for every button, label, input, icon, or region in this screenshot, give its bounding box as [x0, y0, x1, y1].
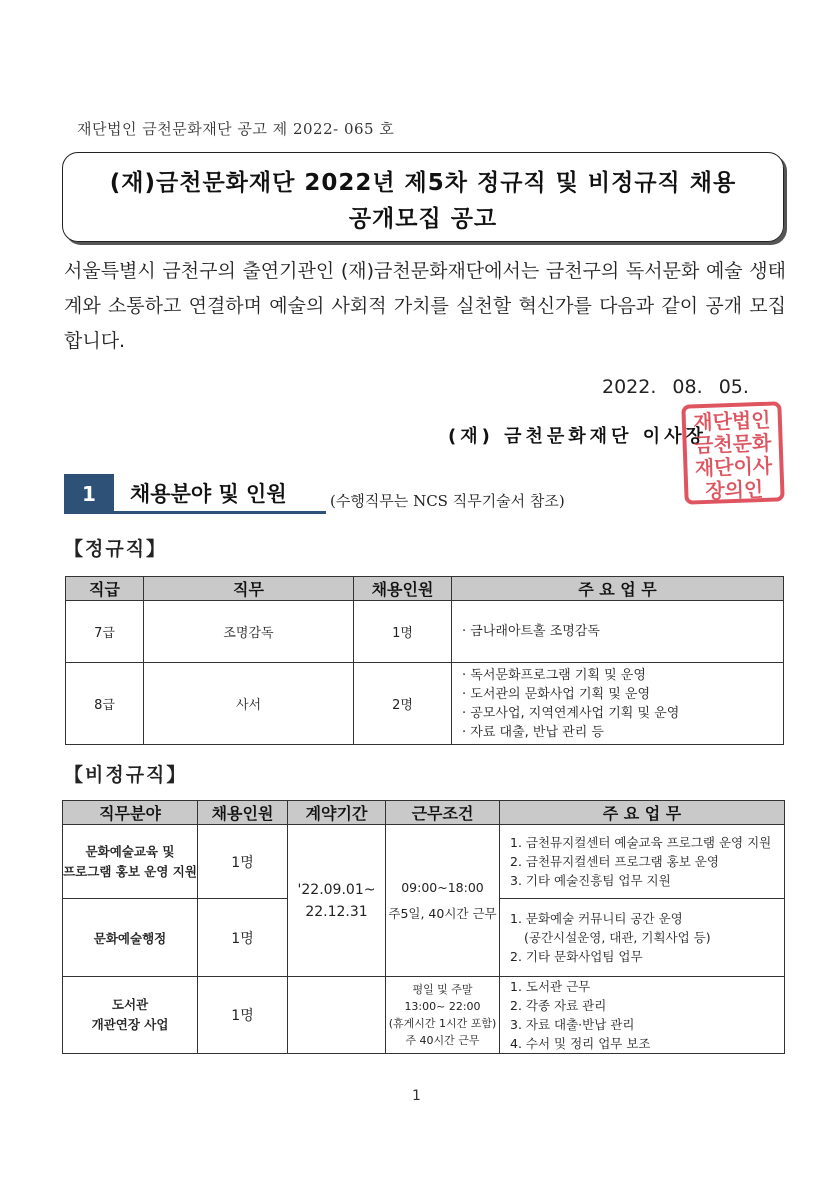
- table-row: [66, 601, 784, 663]
- duty-item: 3. 자료 대출·반납 관리: [510, 1017, 635, 1032]
- field-line: 프로그램 홍보 운영 지원: [63, 863, 197, 879]
- duty-cell: [500, 899, 785, 977]
- period-line: 22.12.31: [305, 903, 368, 920]
- header-cell: 직급: [66, 577, 144, 601]
- table-header-row: [63, 801, 785, 825]
- table-header-row: [66, 577, 784, 601]
- intro-paragraph: 서울특별시 금천구의 출연기관인 (재)금천문화재단에서는 금천구의 독서문화 예술 생태계와 소통하고 연결하며 예술의 사회적 가치를 실천할 혁신가를 다음과 같이 공개 모집 합니다.: [64, 260, 786, 352]
- grade-cell: 8급: [66, 663, 144, 745]
- header-cell: 주 요 업 무: [452, 577, 784, 601]
- condition-line: 주 40시간 근무: [405, 1034, 480, 1047]
- header-cell: 주 요 업 무: [500, 801, 785, 825]
- duty-item: · 금나래아트홀 조명감독: [462, 624, 600, 639]
- condition-line: 09:00~18:00: [401, 879, 484, 895]
- duty-item: · 공모사업, 지역연계사업 기획 및 운영: [462, 705, 680, 721]
- header-cell: 채용인원: [354, 577, 452, 601]
- notice-number: 재단법인 금천문화재단 공고 제 2022- 065 호: [77, 120, 395, 138]
- regular-heading: 【정규직】: [64, 538, 168, 560]
- job-cell: 조명감독: [144, 601, 354, 663]
- notice-date: 2022. 08. 05.: [602, 376, 749, 398]
- count-cell: 2명: [354, 663, 452, 745]
- title-line-2: 공개모집 공고: [348, 206, 498, 232]
- duty-item: · 도서관의 문화사업 기획 및 운영: [462, 686, 651, 702]
- section-underline: [64, 511, 326, 514]
- duty-item: · 자료 대출, 반납 관리 등: [462, 724, 604, 740]
- condition-cell: [386, 825, 500, 977]
- count-cell: 1명: [198, 825, 288, 899]
- duty-item: 4. 수서 및 정리 업무 보조: [510, 1036, 651, 1051]
- header-cell: 근무조건: [386, 801, 500, 825]
- page-number: 1: [412, 1088, 421, 1104]
- field-cell: [63, 825, 198, 899]
- header-cell: 직무: [144, 577, 354, 601]
- duty-cell: [452, 601, 784, 663]
- grade-cell: 7급: [66, 601, 144, 663]
- duty-item: 2. 기타 문화사업팀 업무: [510, 949, 643, 964]
- duty-item: · 독서문화프로그램 기획 및 운영: [462, 667, 646, 683]
- seal-line: 재단이사: [694, 453, 773, 481]
- seal-line: 재단법인: [692, 407, 771, 435]
- count-cell: 1명: [198, 899, 288, 977]
- duty-item: 2. 각종 자료 관리: [510, 998, 607, 1013]
- duty-cell: [500, 825, 785, 899]
- condition-line: 주5일, 40시간 근무: [388, 905, 497, 921]
- condition-line: (휴게시간 1시간 포함): [388, 1017, 497, 1030]
- seal-line: 장의인: [704, 476, 764, 503]
- field-line: 개관연장 사업: [91, 1017, 169, 1032]
- table-row: [63, 825, 785, 899]
- count-cell: 1명: [354, 601, 452, 663]
- duty-cell: [452, 663, 784, 745]
- nonregular-table: [62, 800, 785, 1054]
- header-cell: 계약기간: [288, 801, 386, 825]
- duty-item: 1. 도서관 근무: [510, 979, 591, 994]
- section-number: 1: [64, 474, 114, 514]
- duty-item: 2. 금천뮤지컬센터 프로그램 홍보 운영: [510, 854, 719, 869]
- table-row: [63, 977, 785, 1054]
- signer: (재) 금천문화재단 이사장: [448, 426, 707, 447]
- contract-period-continued: [288, 977, 386, 1054]
- field-line: 도서관: [111, 997, 149, 1012]
- field-cell: [63, 899, 198, 977]
- condition-line: 평일 및 주말: [412, 983, 473, 996]
- section-note: (수행직무는 NCS 직무기술서 참조): [330, 492, 565, 510]
- field-line: 문화예술행정: [93, 930, 167, 946]
- duty-item: 3. 기타 예술진흥팀 업무 지원: [510, 873, 671, 888]
- contract-period-cell: [288, 825, 386, 977]
- duty-item: 1. 문화예술 커뮤니티 공간 운영: [510, 911, 683, 926]
- duty-item: 1. 금천뮤지컬센터 예술교육 프로그램 운영 지원: [510, 835, 772, 850]
- regular-table: [65, 576, 784, 745]
- condition-cell: [386, 977, 500, 1054]
- duty-item: (공간시설운영, 대관, 기획사업 등): [524, 930, 711, 945]
- table-row: [66, 663, 784, 745]
- header-cell: 직무분야: [63, 801, 198, 825]
- title-line-1: (재)금천문화재단 2022년 제5차 정규직 및 비정규직 채용: [109, 170, 737, 196]
- title-box: [62, 152, 784, 242]
- seal-line: 금천문화: [693, 430, 772, 458]
- section-heading: [64, 474, 784, 514]
- nonregular-heading: 【비정규직】: [64, 764, 188, 786]
- section-title: 채용분야 및 인원: [130, 482, 287, 506]
- period-line: '22.09.01~: [297, 881, 376, 898]
- field-line: 문화예술교육 및: [85, 843, 175, 859]
- header-cell: 채용인원: [198, 801, 288, 825]
- job-cell: 사서: [144, 663, 354, 745]
- field-cell: [63, 977, 198, 1054]
- count-cell: 1명: [198, 977, 288, 1054]
- duty-cell: [500, 977, 785, 1054]
- condition-line: 13:00~ 22:00: [404, 1000, 481, 1013]
